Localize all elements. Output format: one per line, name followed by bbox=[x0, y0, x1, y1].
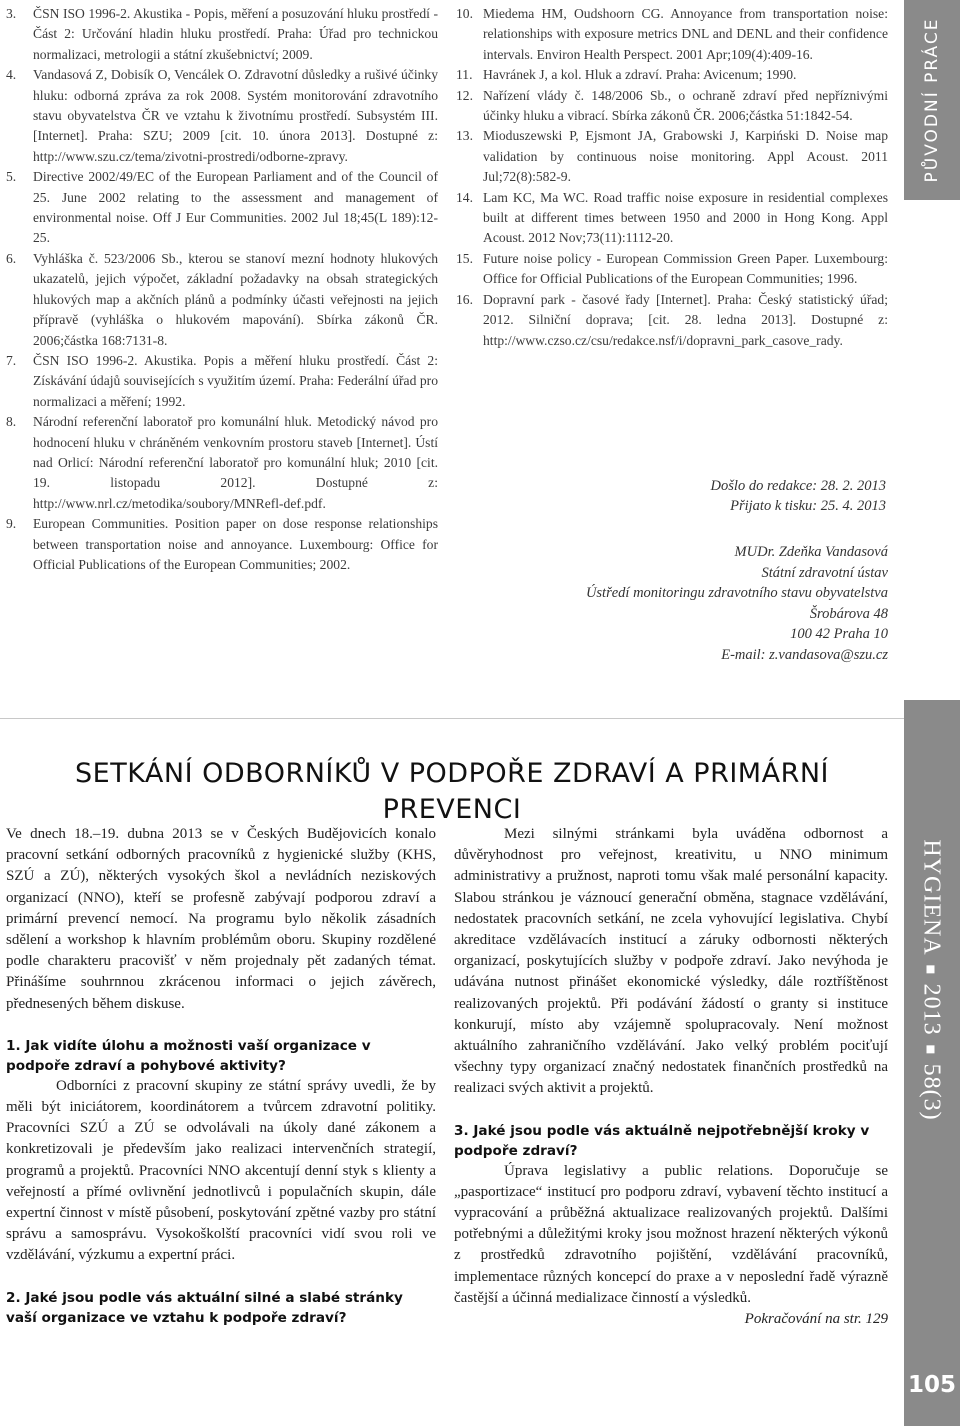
reference-number: 15. bbox=[456, 250, 473, 266]
reference-text: Miedema HM, Oudshoorn CG. Annoyance from transportation noise: relationships with exposure metrics DNL and DENL and their confidence intervals. Environ Health Perspect. 2001 Apr;109(4):409-16. bbox=[483, 6, 888, 62]
reference-text: Future noise policy - European Commission Green Paper. Luxembourg: Office for Official Publications of the European Communities; 1996. bbox=[483, 250, 888, 287]
question-3-heading: 3. Jaké jsou podle vás aktuálně nejpotřebnější kroky v podpoře zdraví? bbox=[454, 1122, 870, 1159]
reference-item bbox=[456, 65, 888, 85]
question-2-heading: 2. Jaké jsou podle vás aktuální silné a slabé stránky vaší organizace ve vztahu k podpoře zdraví? bbox=[6, 1289, 403, 1326]
section-divider bbox=[0, 718, 960, 719]
reference-text: Directive 2002/49/EC of the European Parliament and of the Council of 25. June 2002 relating to the assessment and management of environmental noise. Off J Eur Communities. 2002 Jul 18;45(L 189):12-25. bbox=[33, 169, 438, 246]
reference-number: 9. bbox=[6, 516, 17, 532]
article-left-column bbox=[6, 824, 436, 1328]
accepted-date: Přijato k tisku: 25. 4. 2013 bbox=[730, 498, 886, 514]
reference-number: 12. bbox=[456, 87, 473, 103]
author-email: E-mail: z.vandasova@szu.cz bbox=[721, 646, 888, 663]
reference-text: Nařízení vlády č. 148/2006 Sb., o ochraně zdraví před nepříznivými účinky hluku a vibrací. Sbírka zákonů ČR. 2006;částka 51:1842-54. bbox=[483, 87, 888, 124]
reference-text: Mioduszewski P, Ejsmont JA, Grabowski J, Karpiński D. Noise map validation by continuous noise monitoring. Appl Acoust. 2011 Jul;72(8):582-9. bbox=[483, 128, 888, 185]
reference-number: 16. bbox=[456, 291, 473, 307]
answer-1: Odborníci z pracovní skupiny ze státní správy uvedli, že by měli být iniciátorem, koordinátorem a tvůrcem zdravotní politiky. Pracovníci SZÚ a ZÚ se odvolávali na úkoly dané zákonem a konkretizovali je především jako realizaci intervenčních strategií, programů a projektů. Pracovníci NNO akcentují denní styk s klienty a veřejností a přímé ovlivnění jednotlivců i populačních skupin, dále expertní činnost v místě působení, poskytování zpětné vazby pro státní správu a samosprávu. Vysokoškolští pracovníci vidí svou roli ve vzdělávání, výzkumu a expertní práci. bbox=[6, 1077, 436, 1264]
received-date: Došlo do redakce: 28. 2. 2013 bbox=[710, 478, 886, 494]
reference-item bbox=[6, 65, 438, 167]
reference-item bbox=[456, 188, 888, 249]
separator-square-icon bbox=[926, 966, 934, 974]
journal-volume: 58(3) bbox=[918, 1063, 945, 1121]
reference-item bbox=[6, 412, 438, 514]
journal-info bbox=[918, 839, 945, 1120]
reference-text: Vyhláška č. 523/2006 Sb., kterou se stanoví mezní hodnoty hlukových ukazatelů, jejich výpočet, základní požadavky na obsah strategických hlukových map a akčních plánů a podmínky účasti veřejnosti na jejich přípravě (vyhláška o hlukovém mapování). Sbírka zákonů ČR. 2006;částka 168:7131-8. bbox=[33, 250, 438, 348]
author-institution: Státní zdravotní ústav bbox=[761, 564, 888, 581]
reference-item bbox=[6, 249, 438, 351]
reference-text: ČSN ISO 1996-2. Akustika - Popis, měření a posuzování hluku prostředí - Část 2: Určování hladin hluku prostředí. Praha: Úřad pro technickou normalizaci, metrologii a státní zkušebnictví; 2009. bbox=[33, 6, 438, 62]
author-address bbox=[456, 542, 888, 665]
reference-number: 8. bbox=[6, 414, 17, 430]
answer-3: Úprava legislativy a public relations. Doporučuje se „pasportizace“ institucí pro podporu zdraví, vybavení těchto institucí a vypracování a průběžná aktualizace realizovaných projektů. Dalšími potřebnými a důležitými kroky jsou možnost hrazení některých výkonů z prostředků zdravotního pojištění, vzdělávání pracovníků, implementace různých koncepcí do praxe a v neposlední řadě výrazně častější a účinná medializace činností a výsledků. bbox=[454, 1162, 888, 1306]
section-label: PŮVODNÍ PRÁCE bbox=[922, 17, 942, 183]
answer-2: Mezi silnými stránkami byla uváděna odbornost a důvěryhodnost pro veřejnost, kreativitu, u NNO minimum administrativy a pružnost, naproti tomu však malé personální kapacity. Slabou stránkou je váznoucí generační obměna, stagnace vzdělávání, nedostatek pracovních setkání, ne zcela vyhovující legislativa. Chybí akreditace vzdělávacích institucí a záruky odbornosti některých organizací, poskytujících služby v podpoře zdraví. Jako nevýhoda je udávána nutnost přinášet ekonomické výsledky, dále roztříštěnost realizovaných projektů. Při podávání žádostí o granty si instituce konkurují, místo aby vzájemně spolupracovaly. Není možnost aktuálního zahraničního vzdělávání. Jako velký problém pociťují všechny typy organizací značný nedostatek finančních prostředků na realizaci svých aktivit a projektů. bbox=[454, 826, 888, 1097]
reference-text: Vandasová Z, Dobisík O, Vencálek O. Zdravotní důsledky a rušivé účinky hluku: odborná zpráva za rok 2008. Systém monitorování zdravotního stavu obyvatelstva ČR ve vztahu k životnímu prostředí. Subsystém III. [Internet]. Praha: SZU; 2009 [cit. 10. února 2013]. Dostupné z: http://www.szu.cz/tema/zivotni-prostredi/odborne-zpravy. bbox=[33, 67, 438, 164]
article-title bbox=[0, 756, 904, 828]
article-title-line-2: PREVENCI bbox=[382, 794, 522, 825]
reference-number: 10. bbox=[456, 6, 473, 21]
article-right-column bbox=[454, 824, 888, 1330]
reference-text: ČSN ISO 1996-2. Akustika. Popis a měření hluku prostředí. Část 2: Získávání údajů souvisejících s využitím území. Praha: Federální úřad pro normalizaci a měření; 1992. bbox=[33, 352, 438, 409]
reference-text: Dopravní park - časové řady [Internet]. Praha: Český statistický úřad; 2012. Silniční doprava; [cit. 28. ledna 2013]. Dostupné z: http://www.czso.cz/csu/redakce.nsf/i/dopravni_park_casove_rady. bbox=[483, 291, 888, 348]
reference-number: 6. bbox=[6, 250, 17, 266]
reference-text: Lam KC, Ma WC. Road traffic noise exposure in residential complexes built at different times between 1950 and 2000 in Hong Kong. Appl Acoust. 2012 Nov;73(11):1112-20. bbox=[483, 189, 888, 246]
reference-item bbox=[6, 351, 438, 412]
reference-item bbox=[456, 290, 888, 351]
article-title-line-1: SETKÁNÍ ODBORNÍKŮ V PODPOŘE ZDRAVÍ A PRIMÁRNÍ bbox=[75, 758, 829, 789]
journal-name: HYGIENA bbox=[918, 839, 945, 956]
reference-item bbox=[6, 4, 438, 65]
author-street: Šrobárova 48 bbox=[809, 605, 888, 622]
reference-number: 13. bbox=[456, 128, 473, 144]
article-intro: Ve dnech 18.–19. dubna 2013 se v Českých Budějovicích konalo pracovní setkání odborných pracovníků z hygienické služby (KHS, SZÚ a ZÚ), některých vysokých škol a nevládních neziskových organizací (NNO), kteří se profesně zabývají podporou zdraví a primární prevencí nemocí. Na programu bylo několik zásadních sdělení a workshop k hlavním problémům oboru. Skupiny rozdělené podle charakteru pracovišť v něm projednaly pět zadaných témat. Přinášíme souhrnnou zkrácenou informaci o jejich závěrech, přednesených během diskuse. bbox=[6, 826, 436, 1012]
question-1-heading: 1. Jak vidíte úlohu a možnosti vaší organizace v podpoře zdraví a pohybové aktivity? bbox=[6, 1037, 371, 1074]
reference-item bbox=[6, 514, 438, 575]
reference-item bbox=[6, 167, 438, 249]
reference-number: 5. bbox=[6, 169, 17, 185]
reference-item bbox=[456, 4, 888, 65]
reference-number: 4. bbox=[6, 67, 17, 83]
author-city: 100 42 Praha 10 bbox=[790, 626, 888, 642]
reference-item bbox=[456, 249, 888, 290]
reference-number: 14. bbox=[456, 189, 473, 205]
author-department: Ústředí monitoringu zdravotního stavu obyvatelstva bbox=[585, 585, 888, 601]
continued-note: Pokračování na str. 129 bbox=[744, 1311, 888, 1328]
section-tab bbox=[904, 0, 960, 200]
reference-text: European Communities. Position paper on dose response relationships between transportation noise and annoyance. Luxembourg: Office for Official Publications of the European Communities; 2002. bbox=[33, 516, 438, 572]
reference-number: 3. bbox=[6, 6, 17, 21]
journal-year: 2013 bbox=[918, 983, 945, 1036]
received-dates bbox=[540, 476, 886, 516]
separator-square-icon bbox=[926, 1046, 934, 1054]
references-left-column bbox=[6, 4, 438, 575]
reference-text: Národní referenční laboratoř pro komunální hluk. Metodický návod pro hodnocení hluku v chráněném venkovním prostoru staveb [Internet]. Ústí nad Orlicí: Národní referenční laboratoř pro komunální hluk; 2010 [cit. 19. listopadu 2012]. Dostupné z: http://www.nrl.cz/metodika/soubory/MNRefl-def.pdf. bbox=[33, 414, 438, 511]
author-name: MUDr. Zdeňka Vandasová bbox=[734, 544, 888, 560]
reference-number: 7. bbox=[6, 352, 17, 368]
reference-number: 11. bbox=[456, 67, 473, 83]
references-right-column bbox=[456, 4, 888, 351]
reference-text: Havránek J, a kol. Hluk a zdraví. Praha: Avicenum; 1990. bbox=[483, 67, 797, 83]
reference-item bbox=[456, 126, 888, 187]
reference-item bbox=[456, 86, 888, 127]
page-number: 105 bbox=[907, 1372, 956, 1398]
